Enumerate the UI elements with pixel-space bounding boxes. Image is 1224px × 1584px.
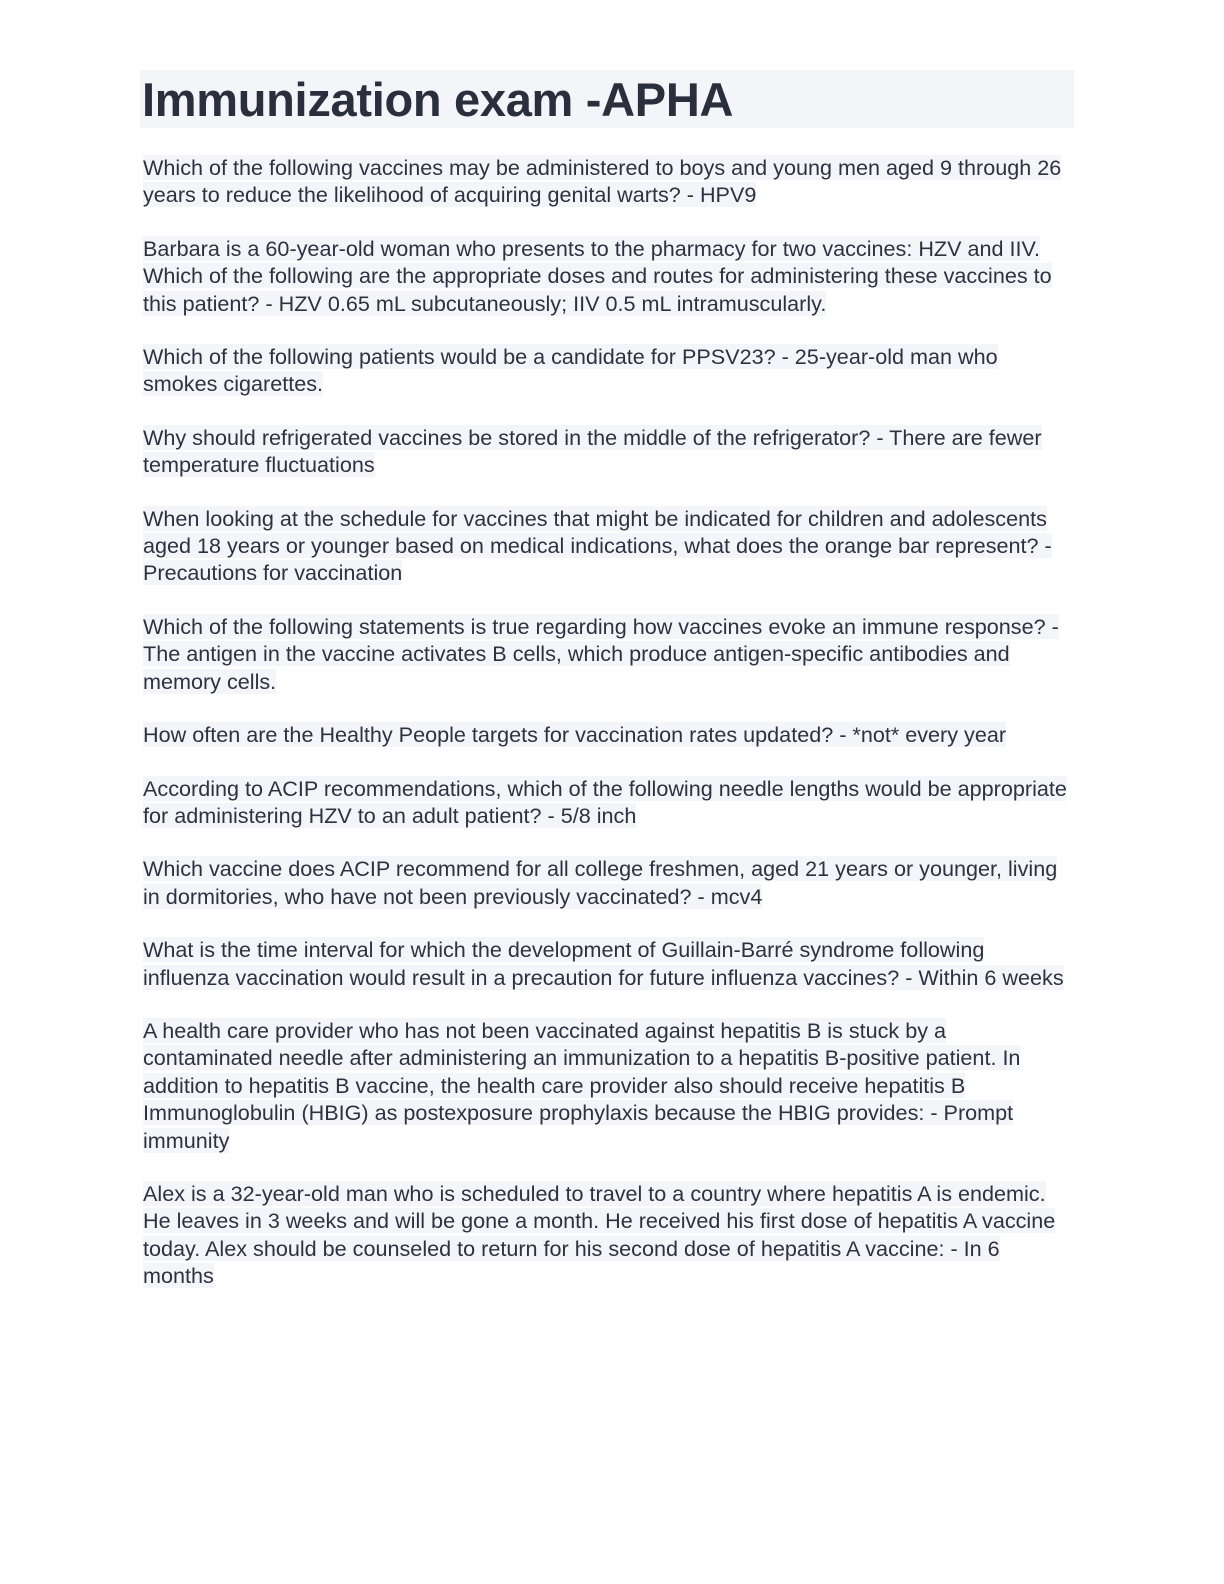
qa-item-text: Which vaccine does ACIP recommend for all college freshmen, aged 21 years or younger, living in dormitories, who have not been previously vaccinated? - mcv4: [143, 856, 1058, 909]
qa-item: [140, 1017, 1074, 1154]
qa-item: [140, 343, 1074, 398]
qa-item: [140, 936, 1074, 991]
qa-item: [140, 235, 1074, 317]
qa-item-text: How often are the Healthy People targets for vaccination rates updated? - *not* every year: [143, 722, 1007, 748]
qa-item-text: Which of the following statements is true regarding how vaccines evoke an immune response? - The antigen in the vaccine activates B cells, which produce antigen-specific antibodies and memory cells.: [143, 613, 1059, 694]
qa-list: [140, 154, 1074, 1290]
qa-item-text: According to ACIP recommendations, which of the following needle lengths would be appropriate for administering HZV to an adult patient? - 5/8 inch: [143, 775, 1067, 828]
qa-item: [140, 505, 1074, 587]
qa-item: [140, 154, 1074, 209]
document-page: [140, 70, 1074, 1316]
qa-item-text: Why should refrigerated vaccines be stored in the middle of the refrigerator? - There are fewer temperature fluctuations: [143, 424, 1042, 478]
qa-item: [140, 424, 1074, 479]
qa-item: [140, 721, 1074, 748]
document-title: Immunization exam -APHA: [140, 70, 1074, 128]
qa-item-text: What is the time interval for which the development of Guillain-Barré syndrome following influenza vaccination would result in a precaution for future influenza vaccines? - Within 6 weeks: [143, 937, 1064, 990]
qa-item: [140, 1180, 1074, 1290]
qa-item-text: When looking at the schedule for vaccines that might be indicated for children and adolescents aged 18 years or younger based on medical indications, what does the orange bar represent? - Precautions for vaccination: [143, 505, 1052, 586]
qa-item: [140, 775, 1074, 830]
qa-item-text: Which of the following patients would be a candidate for PPSV23? - 25-year-old man who smokes cigarettes.: [143, 344, 998, 397]
qa-item: [140, 613, 1074, 695]
qa-item: [140, 855, 1074, 910]
qa-item-text: Barbara is a 60-year-old woman who presents to the pharmacy for two vaccines: HZV and IIV. Which of the following are the appropriate doses and routes for administering these vaccines to this patient? - HZV 0.65 mL subcutaneously; IIV 0.5 mL intramuscularly.: [143, 235, 1052, 316]
qa-item-text: A health care provider who has not been vaccinated against hepatitis B is stuck by a contaminated needle after administering an immunization to a hepatitis B-positive patient. In addition to hepatitis B vaccine, the health care provider also should receive hepatitis B Immunoglobulin (HBIG) as postexposure prophylaxis because the HBIG provides: - Prompt immunity: [143, 1017, 1021, 1153]
qa-item-text: Which of the following vaccines may be administered to boys and young men aged 9 through 26 years to reduce the likelihood of acquiring genital warts? - HPV9: [143, 155, 1062, 208]
qa-item-text: Alex is a 32-year-old man who is scheduled to travel to a country where hepatitis A is endemic. He leaves in 3 weeks and will be gone a month. He received his first dose of hepatitis A vaccine today. Alex should be counseled to return for his second dose of hepatitis A vaccine: - In 6 months: [143, 1180, 1056, 1289]
